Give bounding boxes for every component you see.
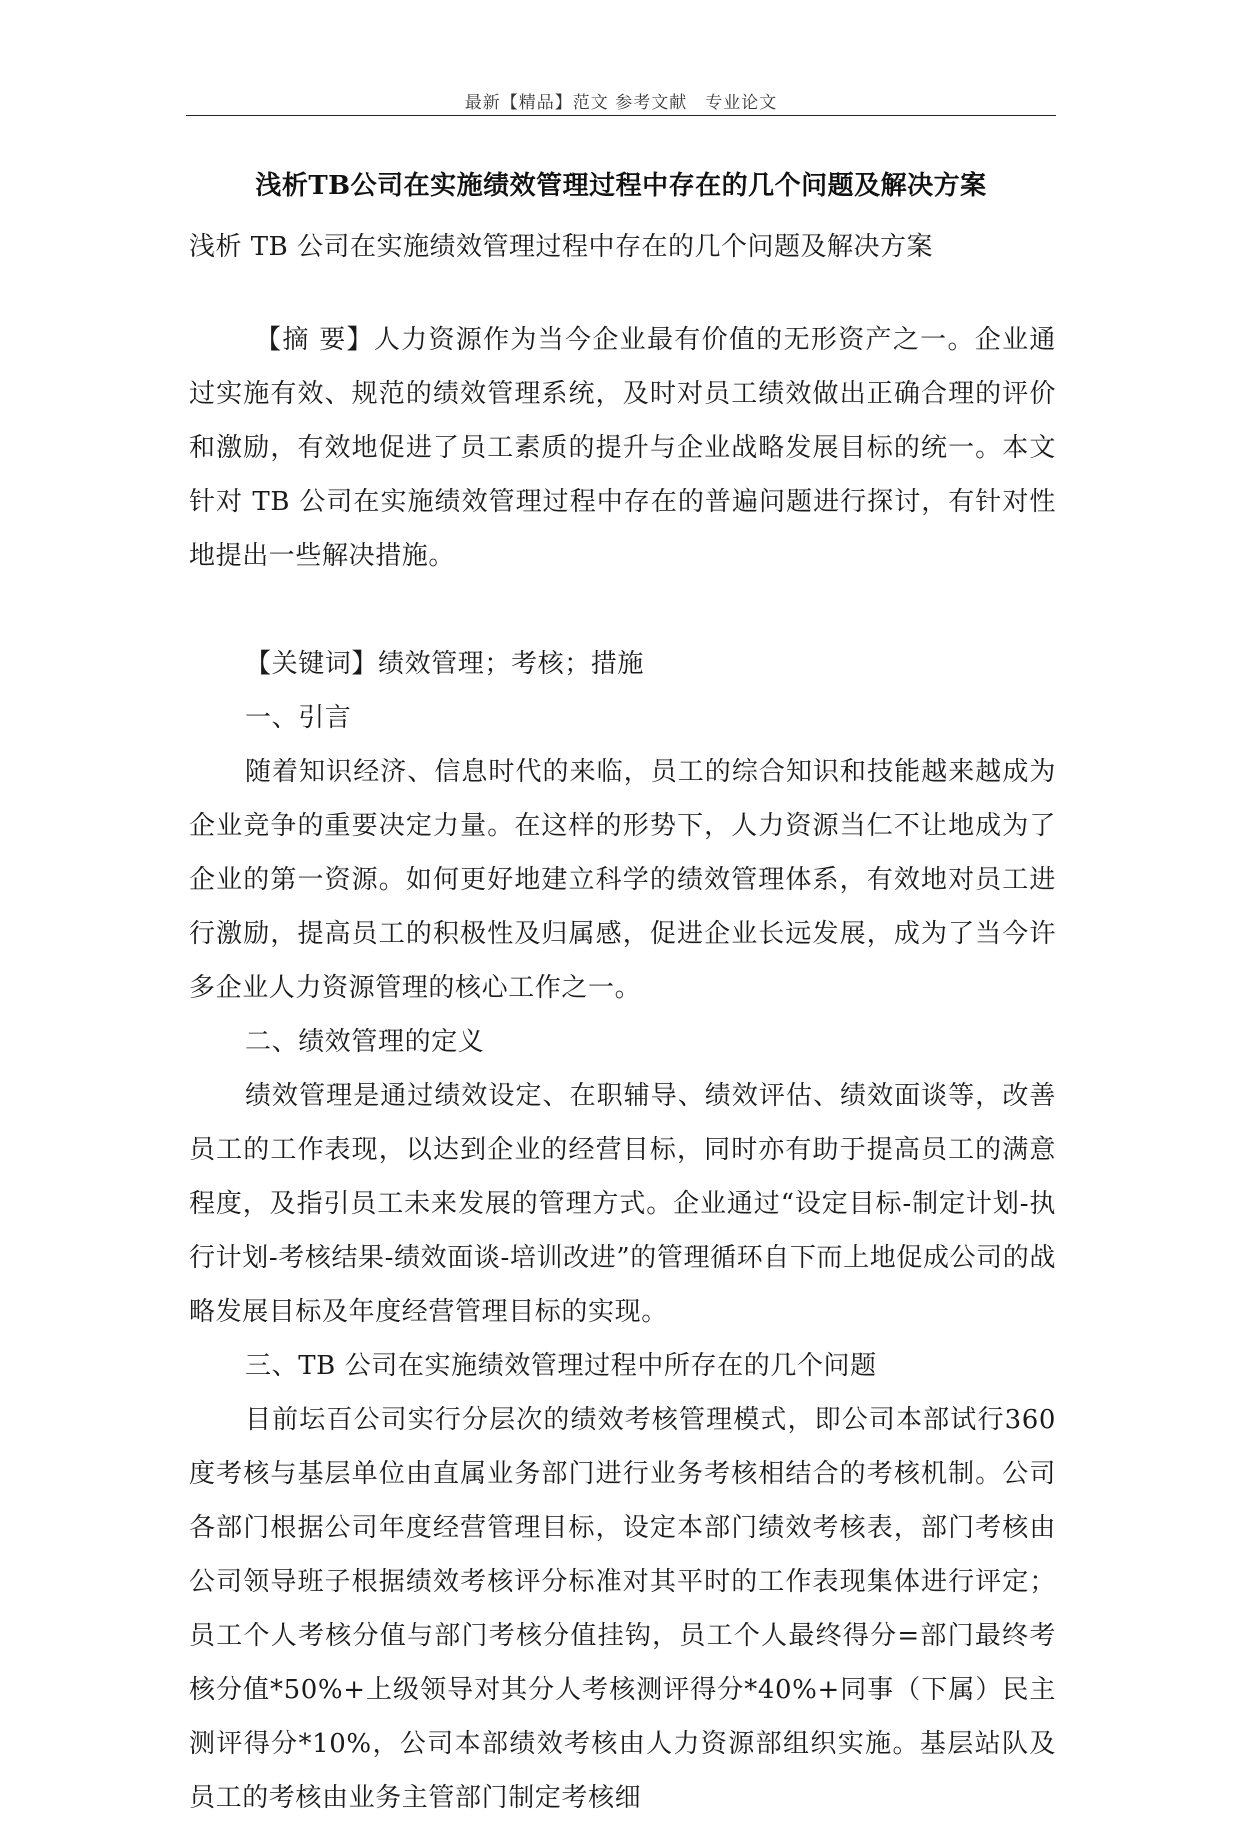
header-divider [186,115,1056,116]
section-heading-introduction: 一、引言 [245,703,352,733]
document-title: 浅析TB公司在实施绩效管理过程中存在的几个问题及解决方案 [255,171,987,201]
section-paragraph-problems: 目前坛百公司实行分层次的绩效考核管理模式，即公司本部试行360 度考核与基层单位由直属业务部门进行业务考核相结合的考核机制。公司各部门根据公司年度经营管理目标，设定本部门绩效考核表，部门考核由公司领导班子根据绩效考核评分标准对其平时的工作表现集体进行评定；员工个人考核分值与部门考核分值挂钩，员工个人最终得分=部门最终考核分值*50%+上级领导对其分人考核测评得分*40%+同事（下属）民主测评得分*10%，公司本部绩效考核由人力资源部组织实施。基层站队及员工的考核由业务主管部门制定考核细 [189,1405,1056,1813]
document-body [189,313,1056,1825]
keywords-line: 【关键词】绩效管理；考核；措施 [245,649,645,679]
paragraph-spacer [189,583,1056,637]
section-heading-problems: 三、TB 公司在实施绩效管理过程中所存在的几个问题 [245,1351,877,1381]
section-paragraph-definition: 绩效管理是通过绩效设定、在职辅导、绩效评估、绩效面谈等，改善员工的工作表现，以达到企业的经营目标，同时亦有助于提高员工的满意程度，及指引员工未来发展的管理方式。企业通过“设定目标-制定计划-执行计划-考核结果-绩效面谈-培训改进”的管理循环自下而上地促成公司的战略发展目标及年度经营管理目标的实现。 [189,1081,1056,1327]
document-subtitle: 浅析 TB 公司在实施绩效管理过程中存在的几个问题及解决方案 [189,232,933,262]
section-heading-definition: 二、绩效管理的定义 [245,1027,485,1057]
section-paragraph-introduction: 随着知识经济、信息时代的来临，员工的综合知识和技能越来越成为企业竞争的重要决定力量。在这样的形势下，人力资源当仁不让地成为了企业的第一资源。如何更好地建立科学的绩效管理体系，有效地对员工进行激励，提高员工的积极性及归属感，促进企业长远发展，成为了当今许多企业人力资源管理的核心工作之一。 [189,757,1056,1003]
running-header: 最新【精品】范文 参考文献 专业论文 [464,93,778,113]
abstract-paragraph: 【摘 要】人力资源作为当今企业最有价值的无形资产之一。企业通过实施有效、规范的绩效管理系统，及时对员工绩效做出正确合理的评价和激励，有效地促进了员工素质的提升与企业战略发展目标的统一。本文针对 TB 公司在实施绩效管理过程中存在的普遍问题进行探讨，有针对性地提出一些解决措施。 [189,325,1056,571]
